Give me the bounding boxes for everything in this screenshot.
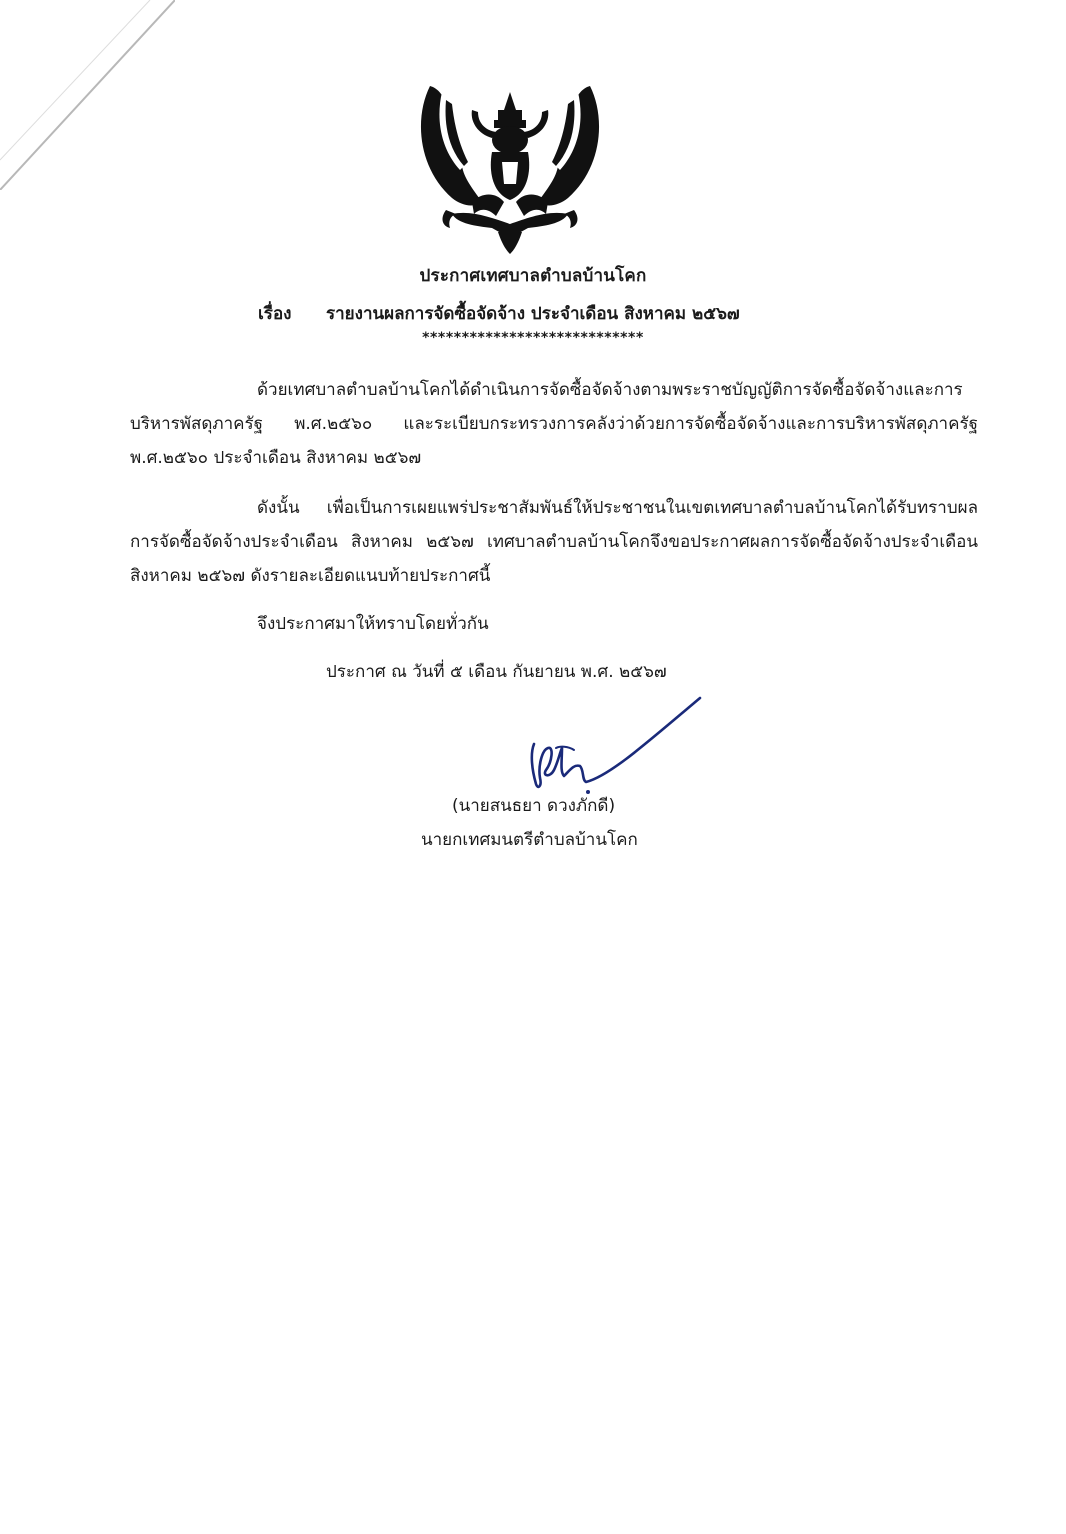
announcement-date: ประกาศ ณ วันที่ ๕ เดือน กันยายน พ.ศ. ๒๕๖๗ <box>326 662 667 682</box>
garuda-emblem-icon <box>412 78 608 258</box>
signature-icon <box>520 690 710 800</box>
separator-line: **************************** <box>422 330 644 346</box>
signer-title: นายกเทศมนตรีตำบลบ้านโคก <box>421 830 638 850</box>
document-title: ประกาศเทศบาลตำบลบ้านโคก <box>419 266 647 286</box>
signer-name: (นายสนธยา ดวงภักดี) <box>452 796 616 816</box>
page-fold-corner <box>0 0 175 190</box>
closing-statement: จึงประกาศมาให้ทราบโดยทั่วกัน <box>257 614 489 634</box>
paragraph-1: ด้วยเทศบาลตำบลบ้านโคกได้ดำเนินการจัดซื้อจัดจ้างตามพระราชบัญญัติการจัดซื้อจัดจ้างและการบริหารพัสดุภาครัฐ พ.ศ.๒๕๖๐ และระเบียบกระทรวงการคลังว่าด้วยการจัดซื้อจัดจ้างและการบริหารพัสดุภาครัฐ พ.ศ.๒๕๖๐ ประจำเดือน สิงหาคม ๒๕๖๗ <box>130 380 978 468</box>
paragraph-2: ดังนั้น เพื่อเป็นการเผยแพร่ประชาสัมพันธ์ให้ประชาชนในเขตเทศบาลตำบลบ้านโคกได้รับทราบผลการจัดซื้อจัดจ้างประจำเดือน สิงหาคม ๒๕๖๗ เทศบาลตำบลบ้านโคกจึงขอประกาศผลการจัดซื้อจัดจ้างประจำเดือน สิงหาคม ๒๕๖๗ ดังรายละเอียดแนบท้ายประกาศนี้ <box>130 498 978 586</box>
subject-label: เรื่อง <box>258 304 292 324</box>
subject-text: รายงานผลการจัดซื้อจัดจ้าง ประจำเดือน สิงหาคม ๒๕๖๗ <box>326 304 740 324</box>
